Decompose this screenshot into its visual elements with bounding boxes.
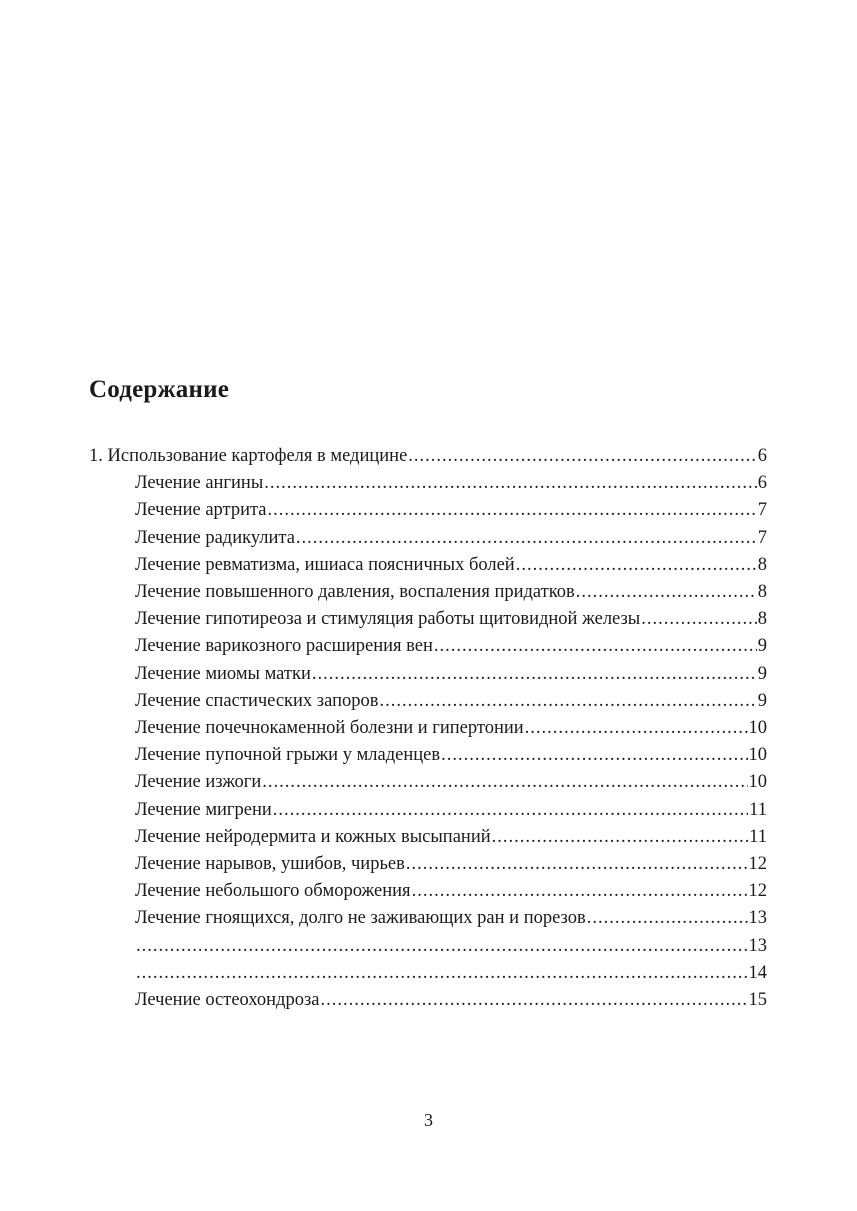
toc-dot-leader xyxy=(379,688,756,715)
page-title: Содержание xyxy=(89,376,230,403)
toc-dot-leader xyxy=(268,497,757,524)
toc-entry-title: Лечение артрита xyxy=(135,500,267,521)
toc-dot-leader xyxy=(136,933,748,960)
toc-entry xyxy=(89,552,767,579)
toc-entry-title: Лечение нейродермита и кожных высыпаний xyxy=(135,826,491,847)
toc-entry-page: 13 xyxy=(748,908,767,929)
toc-entry xyxy=(89,579,767,606)
toc-dot-leader xyxy=(312,661,757,688)
toc-entry xyxy=(89,525,767,552)
toc-entry xyxy=(89,769,767,796)
toc-entry-title: Лечение остеохондроза xyxy=(135,990,320,1011)
toc-dot-leader xyxy=(406,851,748,878)
toc-dot-leader xyxy=(516,552,757,579)
toc-entry-title: Лечение гипотиреоза и стимуляция работы щитовидной железы xyxy=(135,609,641,630)
toc-entry-page: 10 xyxy=(748,772,767,793)
toc-entry xyxy=(89,470,767,497)
toc-entry-page: 11 xyxy=(749,799,767,820)
toc-entry xyxy=(89,715,767,742)
toc-entry-title: Лечение нарывов, ушибов, чирьев xyxy=(135,854,405,875)
toc-entry-page: 8 xyxy=(757,554,767,575)
toc-entry-page: 7 xyxy=(757,500,767,521)
toc-dot-leader xyxy=(492,824,749,851)
toc-entry xyxy=(89,633,767,660)
toc-entry-page: 9 xyxy=(757,663,767,684)
toc-entry-title: Лечение ревматизма, ишиаса поясничных болей xyxy=(135,554,515,575)
toc-entry xyxy=(89,987,767,1014)
toc-entry xyxy=(89,742,767,769)
toc-entry xyxy=(89,606,767,633)
toc-entry-page: 8 xyxy=(757,582,767,603)
table-of-contents xyxy=(89,443,767,1014)
toc-entry-page: 6 xyxy=(757,446,767,466)
toc-entry xyxy=(89,661,767,688)
toc-dot-leader xyxy=(441,742,747,769)
toc-entry xyxy=(89,878,767,905)
toc-entry-title: Лечение почечнокаменной болезни и гипертонии xyxy=(135,718,524,739)
toc-entry-title: Лечение мигрени xyxy=(135,799,272,820)
toc-dot-leader xyxy=(641,606,757,633)
toc-entry-page: 14 xyxy=(748,962,767,983)
toc-entry-title: Лечение повышенного давления, воспаления придатков xyxy=(135,582,575,603)
toc-entry xyxy=(89,905,767,932)
toc-dot-leader xyxy=(136,960,748,987)
toc-entry-multiline xyxy=(89,933,767,960)
toc-entry-page: 10 xyxy=(748,745,767,766)
toc-entry-title: Лечение пупочной грыжи у младенцев xyxy=(135,745,441,766)
toc-entry-page: 12 xyxy=(748,881,767,902)
toc-entry-title: Лечение изжоги xyxy=(135,772,262,793)
toc-entry xyxy=(89,797,767,824)
toc-dot-leader xyxy=(525,715,748,742)
toc-entry-title: Лечение небольшого обморожения xyxy=(135,881,411,902)
toc-entry-page: 15 xyxy=(748,990,767,1011)
toc-dot-leader xyxy=(412,878,748,905)
toc-entry-title: 1. Использование картофеля в медицине xyxy=(89,446,408,466)
toc-entry-title: Лечение ангины xyxy=(135,473,264,494)
toc-entry xyxy=(89,497,767,524)
toc-entry xyxy=(89,960,767,987)
toc-entry xyxy=(89,688,767,715)
toc-entry-last-line xyxy=(135,933,767,960)
toc-dot-leader xyxy=(320,987,747,1014)
toc-entry-title: Лечение спастических запоров xyxy=(135,690,379,711)
toc-dot-leader xyxy=(273,797,748,824)
toc-dot-leader xyxy=(434,633,757,660)
toc-entry-title: Лечение радикулита xyxy=(135,527,295,548)
toc-entry-page: 10 xyxy=(748,718,767,739)
toc-entry-page: 9 xyxy=(757,690,767,711)
toc-entry xyxy=(89,824,767,851)
toc-entry-title: Лечение гноящихся, долго не заживающих ран и порезов xyxy=(135,908,586,929)
toc-entry-page: 12 xyxy=(748,854,767,875)
toc-entry-page: 8 xyxy=(757,609,767,630)
toc-entry xyxy=(89,851,767,878)
toc-entry-page: 7 xyxy=(757,527,767,548)
toc-dot-leader xyxy=(576,579,757,606)
toc-dot-leader xyxy=(264,470,756,497)
toc-dot-leader xyxy=(587,905,748,932)
toc-dot-leader xyxy=(262,769,747,796)
toc-entry-page: 6 xyxy=(757,473,767,494)
toc-dot-leader xyxy=(296,525,757,552)
toc-entry-page: 9 xyxy=(757,636,767,657)
toc-entry xyxy=(89,443,767,470)
toc-entry-title: Лечение варикозного расширения вен xyxy=(135,636,433,657)
toc-dot-leader xyxy=(408,443,756,470)
toc-entry-page: 13 xyxy=(748,935,767,956)
toc-entry-title: Лечение миомы матки xyxy=(135,663,311,684)
toc-entry-page: 11 xyxy=(749,826,767,847)
page-number: 3 xyxy=(424,1110,433,1130)
